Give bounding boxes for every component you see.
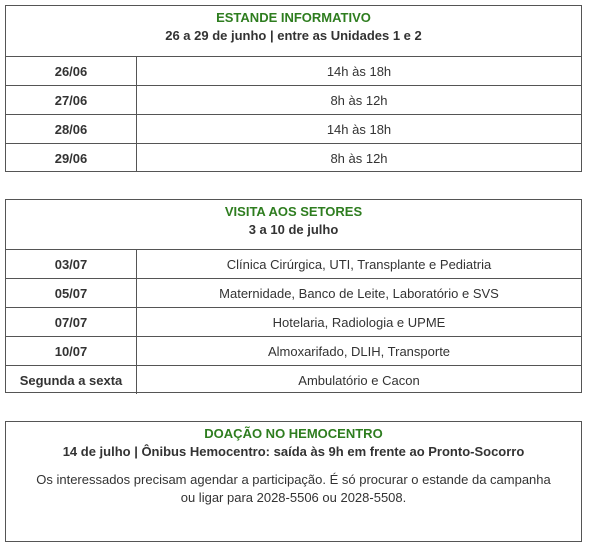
estande-title: ESTANDE INFORMATIVO (216, 10, 371, 25)
sectors-cell: Hotelaria, Radiologia e UPME (137, 308, 582, 337)
hemocentro-note (6, 471, 581, 507)
table-row (6, 115, 581, 144)
date-cell: 07/07 (6, 308, 137, 337)
visita-table (6, 249, 581, 394)
sectors-cell: Almoxarifado, DLIH, Transporte (137, 337, 582, 366)
time-cell: 14h às 18h (137, 115, 582, 144)
estande-informativo-box (5, 5, 582, 172)
date-cell: Segunda a sexta (6, 366, 137, 395)
date-cell: 27/06 (6, 86, 137, 115)
table-row (6, 279, 581, 308)
time-cell: 8h às 12h (137, 144, 582, 173)
table-row (6, 86, 581, 115)
hemocentro-subtitle: 14 de julho | Ônibus Hemocentro: saída às 9h em frente ao Pronto-Socorro (62, 444, 525, 459)
time-cell: 8h às 12h (137, 86, 582, 115)
table-row (6, 308, 581, 337)
visita-subtitle: 3 a 10 de julho (248, 222, 339, 237)
estande-subtitle: 26 a 29 de junho | entre as Unidades 1 e 2 (165, 28, 422, 43)
date-cell: 03/07 (6, 250, 137, 279)
sectors-cell: Maternidade, Banco de Leite, Laboratório e SVS (137, 279, 582, 308)
hemocentro-header (6, 422, 581, 461)
table-row (6, 366, 581, 395)
note-line: ou ligar para 2028-5506 ou 2028-5508. (180, 490, 407, 505)
table-row (6, 144, 581, 173)
date-cell: 26/06 (6, 57, 137, 86)
hemocentro-box (5, 421, 582, 542)
table-row (6, 337, 581, 366)
date-cell: 29/06 (6, 144, 137, 173)
time-cell: 14h às 18h (137, 57, 582, 86)
estande-table (6, 56, 581, 172)
date-cell: 28/06 (6, 115, 137, 144)
sectors-cell: Clínica Cirúrgica, UTI, Transplante e Pediatria (137, 250, 582, 279)
hemocentro-title: DOAÇÃO NO HEMOCENTRO (204, 426, 383, 441)
date-cell: 10/07 (6, 337, 137, 366)
estande-header (6, 6, 581, 56)
sectors-cell: Ambulatório e Cacon (137, 366, 582, 395)
note-line: Os interessados precisam agendar a participação. É só procurar o estande da campanha (36, 472, 551, 487)
visita-title: VISITA AOS SETORES (224, 204, 363, 219)
table-row (6, 57, 581, 86)
visita-setores-box (5, 199, 582, 393)
table-row (6, 250, 581, 279)
visita-header (6, 200, 581, 249)
date-cell: 05/07 (6, 279, 137, 308)
